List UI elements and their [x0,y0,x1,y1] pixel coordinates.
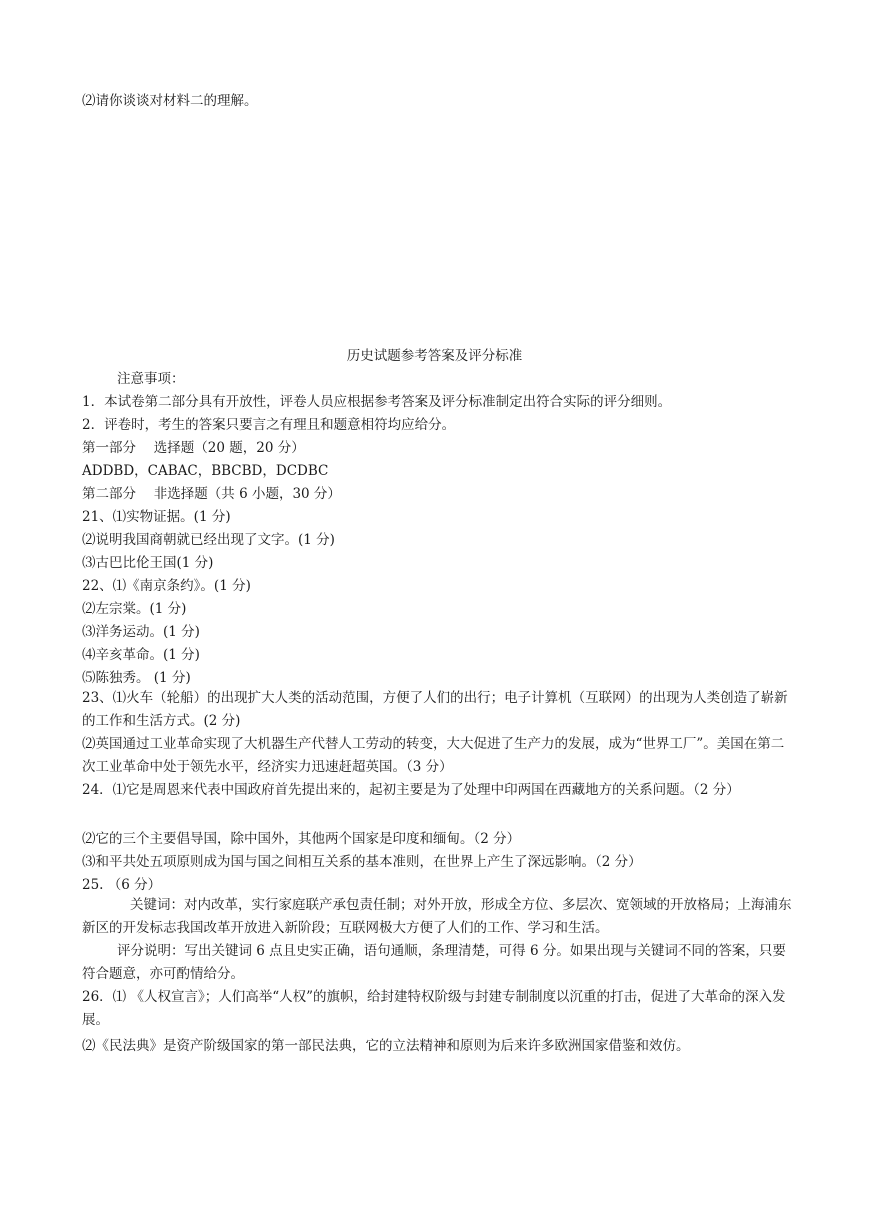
q23-answer-1: 23、⑴火车（轮船）的出现扩大人类的活动范围，方便了人们的出行；电子计算机（互联网）的出现为人类创造了崭新的工作和生活方式。(2 分) [82,690,788,729]
q21-answer-1: 21、⑴实物证据。(1 分) [82,509,231,525]
q24-answer-2: ⑵它的三个主要倡导国，除中国外，其他两个国家是印度和缅甸。（2 分） [82,831,521,847]
q25-keywords: 关键词：对内改革，实行家庭联产承包责任制；对外开放，形成全方位、多层次、宽领域的开放格局；上海浦东新区的开发标志我国改革开放进入新阶段；互联网极大方便了人们的工作、学习和生活。 [82,897,792,936]
q25-heading: 25. （6 分） [82,877,162,893]
answer-key-title: 历史试题参考答案及评分标准 [346,348,523,364]
q22-answer-3: ⑶洋务运动。(1 分) [82,624,200,640]
q21-answer-3: ⑶古巴比伦王国(1 分) [82,555,214,571]
q22-answer-2: ⑵左宗棠。(1 分) [82,601,187,617]
q22-answer-1: 22、⑴《南京条约》。(1 分) [82,578,251,594]
notes-heading: 注意事项： [117,371,185,387]
q21-answer-2: ⑵说明我国商朝就已经出现了文字。(1 分) [82,532,335,548]
note-1: 1．本试卷第二部分具有开放性，评卷人员应根据参考答案及评分标准制定出符合实际的评分细则。 [82,394,672,410]
part2-heading: 第二部分 非选择题（共 6 小题，30 分） [82,486,341,502]
part1-heading: 第一部分 选择题（20 题，20 分） [82,440,305,456]
question-material-two: ⑵请你谈谈对材料二的理解。 [82,93,258,109]
q23-answer-2: ⑵英国通过工业革命实现了大机器生产代替人工劳动的转变，大大促进了生产力的发展，成为“世界工厂”。美国在第二次工业革命中处于领先水平，经济实力迅速赶超英国。（3 分） [82,736,785,775]
q22-answer-5: ⑸陈独秀。 (1 分) [82,670,191,686]
q22-answer-4: ⑷辛亥革命。(1 分) [82,647,200,663]
q25-scoring: 评分说明：写出关键词 6 点且史实正确，语句通顺，条理清楚，可得 6 分。如果出现与关键词不同的答案，只要符合题意，亦可酌情给分。 [82,943,786,982]
q24-answer-1: 24．⑴它是周恩来代表中国政府首先提出来的，起初主要是为了处理中印两国在西藏地方的关系问题。（2 分） [82,782,740,798]
q26-answer-1: 26．⑴ 《人权宣言》；人们高举“人权”的旗帜，给封建特权阶级与封建专制制度以沉重的打击，促进了大革命的深入发展。 [82,989,786,1028]
part1-answers: ADDBD，CABAC，BBCBD，DCDBC [82,463,329,479]
note-2: 2．评卷时，考生的答案只要言之有理且和题意相符均应给分。 [82,417,456,433]
q26-answer-2: ⑵《民法典》是资产阶级国家的第一部民法典，它的立法精神和原则为后来许多欧洲国家借鉴和效仿。 [82,1038,690,1054]
q24-answer-3: ⑶和平共处五项原则成为国与国之间相互关系的基本准则，在世界上产生了深远影响。（2 分） [82,854,642,870]
